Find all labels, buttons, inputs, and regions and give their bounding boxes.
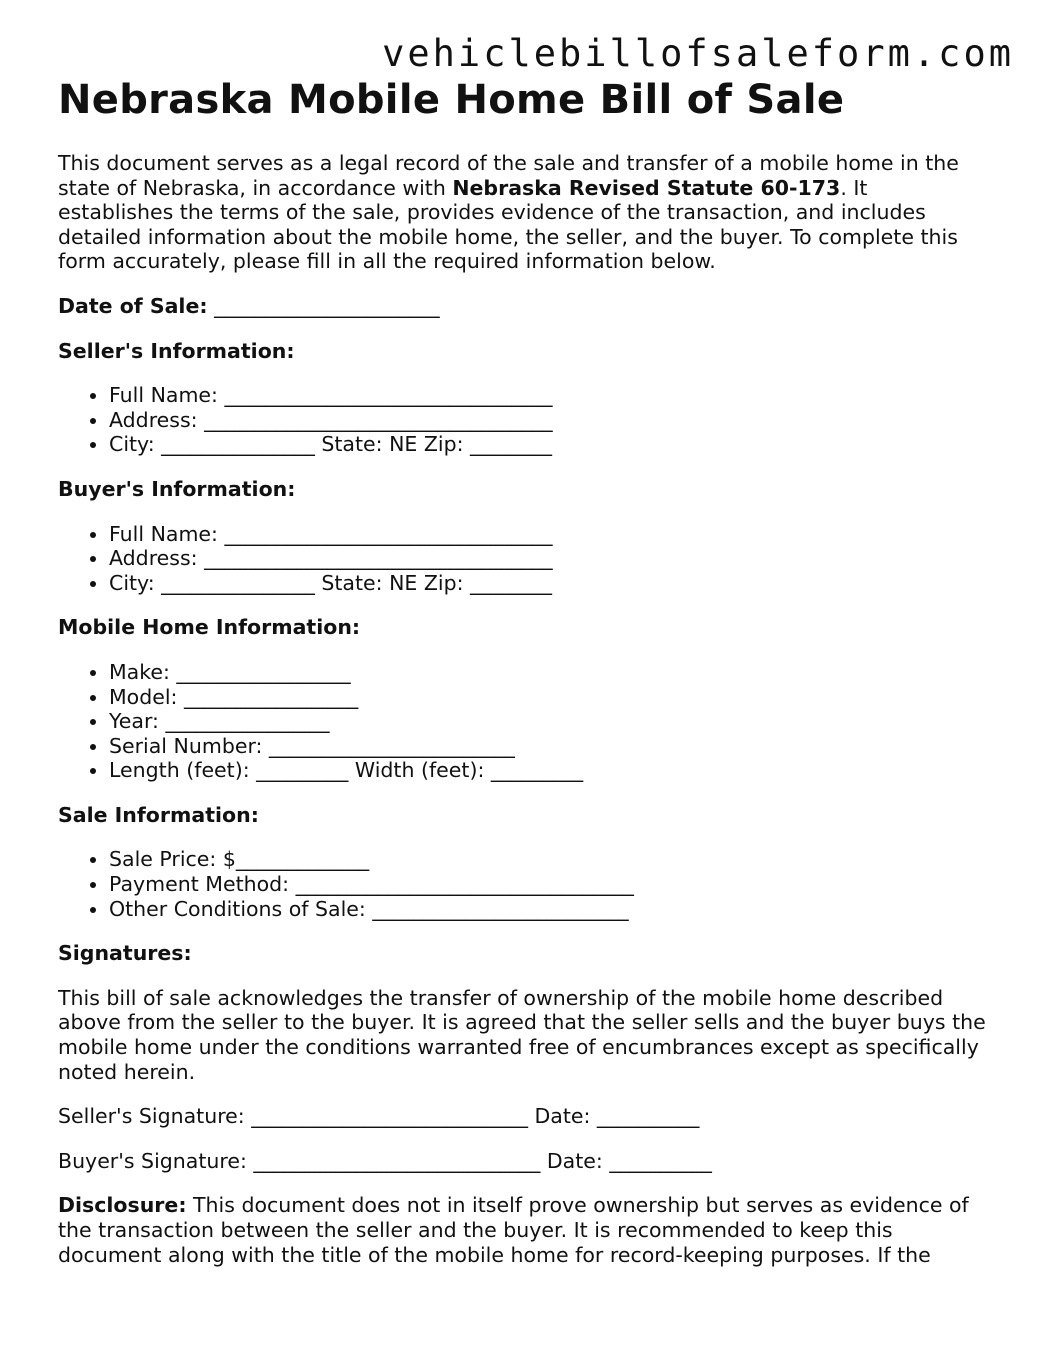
payment-method-field[interactable]: • Payment Method: _________________________________ — [109, 872, 988, 897]
signatures-paragraph: This bill of sale acknowledges the transfer of ownership of the mobile home described above from the seller to the buyer. It is agreed that the seller sells and the buyer buys the mobile home under the conditions warranted free of encumbrances except as specifically noted herein. — [58, 985, 986, 1084]
disclosure-paragraph — [58, 1193, 988, 1267]
serial-number-field[interactable]: • Serial Number: ________________________ — [109, 734, 988, 759]
buyer-fields — [58, 522, 988, 596]
site-watermark: vehiclebillofsaleform.com — [382, 32, 1014, 75]
seller-address-field[interactable]: • Address: __________________________________ — [109, 408, 988, 433]
date-of-sale-label: Date of Sale: — [58, 293, 208, 318]
disclosure-label: Disclosure: — [58, 1193, 187, 1218]
mobile-home-fields — [58, 660, 988, 783]
date-of-sale-field[interactable] — [58, 294, 988, 319]
mobile-home-heading: Mobile Home Information: — [58, 615, 361, 640]
sale-price-field[interactable]: • Sale Price: $_____________ — [109, 847, 988, 872]
make-field[interactable]: • Make: _________________ — [109, 660, 988, 685]
sale-fields — [58, 847, 988, 921]
seller-city-state-zip-field[interactable]: • City: _______________ State: NE Zip: ________ — [109, 432, 988, 457]
document-page — [58, 76, 988, 1267]
intro-text-2: . It establishes the terms of the sale, provides evidence of the transaction, and includes detailed information about the mobile home, the seller, and the buyer. To complete this form accurately, please fill in all the required information below. — [58, 175, 958, 274]
buyer-heading: Buyer's Information: — [58, 476, 296, 501]
buyer-full-name-field[interactable]: • Full Name: ________________________________ — [109, 522, 988, 547]
disclosure-text: This document does not in itself prove ownership but serves as evidence of the transaction between the seller and the buyer. It is recommended to keep this document along with the title of the mobile home for record-keeping purposes. If the — [58, 1193, 969, 1267]
buyer-city-state-zip-field[interactable]: • City: _______________ State: NE Zip: ________ — [109, 571, 988, 596]
intro-paragraph — [58, 151, 988, 274]
page-title: Nebraska Mobile Home Bill of Sale — [58, 77, 845, 123]
model-field[interactable]: • Model: _________________ — [109, 685, 988, 710]
year-field[interactable]: • Year: ________________ — [109, 709, 988, 734]
intro-text-1: This document serves as a legal record of the sale and transfer of a mobile home in the state of Nebraska, in accordance with — [58, 151, 959, 200]
buyer-signature-field[interactable]: Buyer's Signature: ____________________________ Date: __________ — [58, 1148, 712, 1173]
seller-heading: Seller's Information: — [58, 338, 295, 363]
sale-heading: Sale Information: — [58, 802, 259, 827]
buyer-address-field[interactable]: • Address: __________________________________ — [109, 546, 988, 571]
length-width-field[interactable]: • Length (feet): _________ Width (feet): _________ — [109, 758, 988, 783]
other-conditions-field[interactable]: • Other Conditions of Sale: _________________________ — [109, 897, 988, 922]
signatures-heading: Signatures: — [58, 941, 192, 966]
seller-full-name-field[interactable]: • Full Name: ________________________________ — [109, 383, 988, 408]
seller-signature-field[interactable]: Seller's Signature: ___________________________ Date: __________ — [58, 1104, 700, 1129]
statute-reference: Nebraska Revised Statute 60-173 — [452, 175, 841, 200]
date-of-sale-blank[interactable]: ______________________ — [214, 293, 440, 318]
seller-fields — [58, 383, 988, 457]
